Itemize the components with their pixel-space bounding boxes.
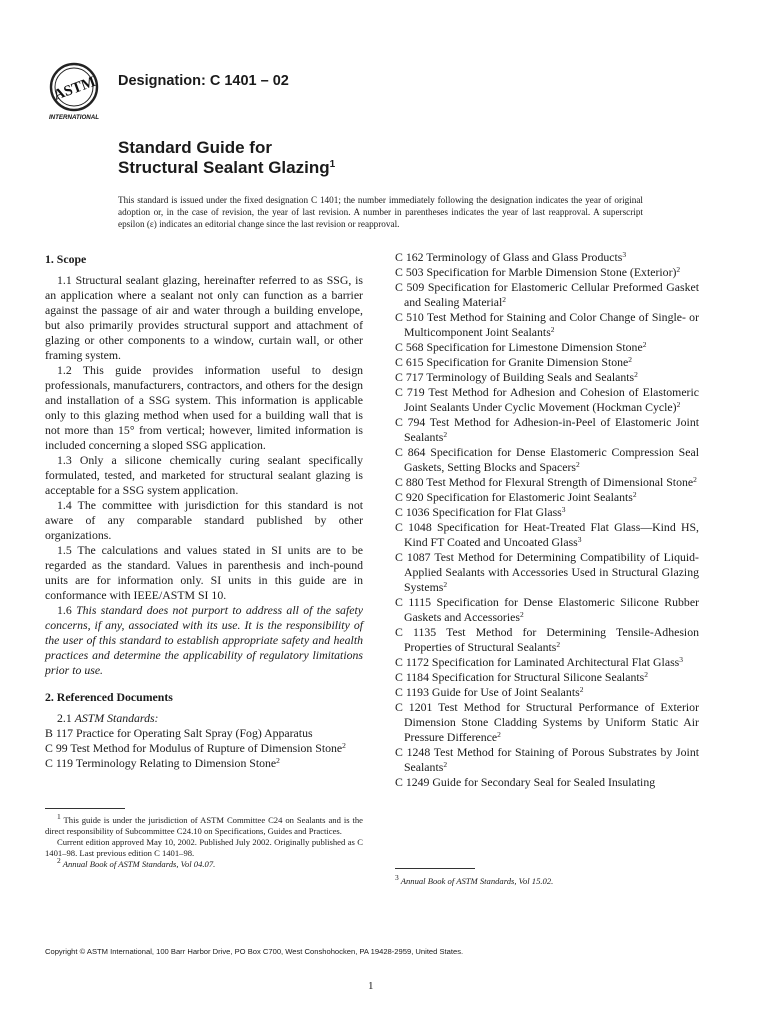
reference-item: C 1048 Specification for Heat-Treated Flat Glass—Kind HS, Kind FT Coated and Uncoated Glass$^3$ [395,520,699,549]
reference-item: C 717 Terminology of Building Seals and Sealants$^2$ [395,370,638,384]
footnote-rule-left [45,808,125,809]
section-heading-scope: 1. Scope [45,252,87,266]
reference-item: C 503 Specification for Marble Dimension Stone (Exterior)$^2$ [395,265,681,279]
reference-item: C 864 Specification for Dense Elastomeric Compression Seal Gaskets, Setting Blocks and Spacers$^2$ [395,445,699,474]
svg-text:INTERNATIONAL: INTERNATIONAL [48,114,100,121]
footnote-mark: 2 [556,640,561,649]
reference-item: C 568 Specification for Limestone Dimension Stone$^2$ [395,340,647,354]
copyright-notice: Copyright © ASTM International, 100 Barr Harbor Drive, PO Box C700, West Conshohocken, PA 19428-2959, United States. [45,947,464,956]
footnote-mark: 2 [443,580,448,589]
reference-item: C 1115 Specification for Dense Elastomeric Silicone Rubber Gaskets and Accessories$^2$ [395,595,699,624]
scope-para-4: 1.4 The committee with jurisdiction for this standard is not aware of any comparable standard published by other organizations. [45,498,363,542]
footnote-mark: 2 [632,490,637,499]
left-column [45,252,363,771]
reference-item: C 1036 Specification for Flat Glass$^3$ [395,505,566,519]
intro-paragraph: This standard is issued under the fixed designation C 1401; the number immediately following the designation indicates the year of original adoption or, in the case of revision, the year of last revision. A number in parentheses indicates the year of last reapproval. A superscript epsilon (ε) indicates an editorial change since the last revision or reapproval. [118,195,643,229]
footnote-mark: 2 [342,741,346,750]
reference-item: C 1172 Specification for Laminated Architectural Flat Glass$^3$ [395,655,683,669]
reference-item: C 1087 Test Method for Determining Compatibility of Liquid-Applied Sealants with Accessories Used in Structural Glazing Systems$^2$ [395,550,699,594]
reference-list-left [45,726,363,771]
scope-para-3: 1.3 Only a silicone chemically curing sealant specifically formulated, tested, and marketed for structural sealant glazing is acceptable for a SSG system application. [45,453,363,497]
footnote-mark: 2 [502,295,507,304]
scope-para-6: 1.6 This standard does not purport to address all of the safety concerns, if any, associated with its use. It is the responsibility of the user of this standard to establish appropriate safety and health practices and determine the applicability of regulatory limitations prior to use. [45,603,363,677]
footnote-mark: 2 [628,355,633,364]
footnote-mark: 2 [519,610,524,619]
footnote-mark: 2 [497,730,501,739]
footnotes-left [45,812,363,870]
scope-para-2: 1.2 This guide provides information useful to design professionals, manufacturers, contractors, and others for the design and installation of a SSG system. This information is applicable only to this glazing method when used for a building wall that is not more than 15° from vertical; however, limited information is included concerning a sloped SSG application. [45,363,363,452]
reference-item: C 119 Terminology Relating to Dimension Stone$^2$ [45,756,280,770]
footnote-1: $^1$ This guide is under the jurisdiction of ASTM Committee C24 on Sealants and is the direct responsibility of Subcommittee C24.10 on Specifications, Guides and Practices. [45,812,363,836]
astm-standards-subheading: 2.1 ASTM Standards: [57,711,159,725]
footnote-mark: 2 [576,460,580,469]
footnote-mark: 3 [622,250,627,259]
footnote-mark: 2 [644,670,648,679]
reference-item: C 615 Specification for Granite Dimension Stone$^2$ [395,355,633,369]
footnote-1-continued: Current edition approved May 10, 2002. Published July 2002. Originally published as C 1401–98. Last previous edition C 1401–98. [45,837,363,858]
footnote-mark: 2 [550,325,555,334]
footnote-mark: 2 [642,340,647,349]
reference-item: C 510 Test Method for Staining and Color Change of Single- or Multicomponent Joint Sealants$^2$ [395,310,699,339]
reference-item: C 719 Test Method for Adhesion and Cohesion of Elastomeric Joint Sealants Under Cyclic Movement (Hockman Cycle)$^2$ [395,385,699,414]
reference-item: C 1135 Test Method for Determining Tensile-Adhesion Properties of Structural Sealants$^2$ [395,625,699,654]
footnote-rule-right [395,868,475,869]
footnote-mark: 2 [276,756,280,765]
footnote-mark: 3 [561,505,566,514]
footnote-mark: 2 [579,685,584,694]
reference-item: C 162 Terminology of Glass and Glass Products$^3$ [395,250,627,264]
reference-item: C 794 Test Method for Adhesion-in-Peel of Elastomeric Joint Sealants$^2$ [395,415,699,444]
footnote-mark: 2 [676,265,681,274]
title-footnote-mark: 1 [329,159,336,170]
reference-item: C 1184 Specification for Structural Silicone Sealants$^2$ [395,670,648,684]
reference-item: C 1201 Test Method for Structural Performance of Exterior Dimension Stone Cladding Systems by Uniform Static Air Pressure Difference$^2$ [395,700,699,744]
reference-item: B 117 Practice for Operating Salt Spray (Fog) Apparatus [45,726,313,740]
designation: Designation: C 1401 – 02 [118,73,289,89]
footnote-mark: 2 [443,760,448,769]
footnote-mark: 3 [679,655,683,664]
reference-item: C 1249 Guide for Secondary Seal for Sealed Insulating [395,775,656,789]
footnote-2: $^2$ Annual Book of ASTM Standards, Vol 04.07. [57,856,216,869]
scope-para-5: 1.5 The calculations and values stated in SI units are to be regarded as the standard. Values in parenthesis and inch-pound units are for information only. SI units in this guide are in conformance with IEEE/ASTM SI 10. [45,543,363,602]
title-line-2: Structural Sealant Glazing$^1$ [118,158,336,177]
title-line-1: Standard Guide for [118,138,272,157]
footnote-mark: 2 [693,475,697,484]
reference-item: C 99 Test Method for Modulus of Rupture of Dimension Stone$^2$ [45,741,346,755]
section-heading-referenced-documents: 2. Referenced Documents [45,690,173,704]
document-title [118,138,335,178]
footnote-3: $^3$ Annual Book of ASTM Standards, Vol 15.02. [395,873,554,886]
astm-logo [46,62,110,122]
reference-item: C 1248 Test Method for Staining of Porous Substrates by Joint Sealants$^2$ [395,745,699,774]
scope-para-1: 1.1 Structural sealant glazing, hereinafter referred to as SSG, is an application where a sealant not only can function as a barrier against the passage of air and water through a building envelope, but also primarily provides structural support and attachment of glazing or other components to a window, curtain wall, or other framing system. [45,273,363,362]
reference-item: C 920 Specification for Elastomeric Joint Sealants$^2$ [395,490,637,504]
footnote-mark: 2 [676,400,681,409]
reference-list-right [395,250,699,790]
reference-item: C 880 Test Method for Flexural Strength of Dimensional Stone$^2$ [395,475,697,489]
footnote-mark: 3 [577,535,582,544]
reference-item: C 1193 Guide for Use of Joint Sealants$^2$ [395,685,584,699]
page-number: 1 [368,980,374,992]
footnote-mark: 2 [634,370,638,379]
reference-item: C 509 Specification for Elastomeric Cellular Preformed Gasket and Sealing Material$^2$ [395,280,699,309]
footnote-mark: 2 [443,430,448,439]
svg-text:ASTM: ASTM [51,73,98,104]
